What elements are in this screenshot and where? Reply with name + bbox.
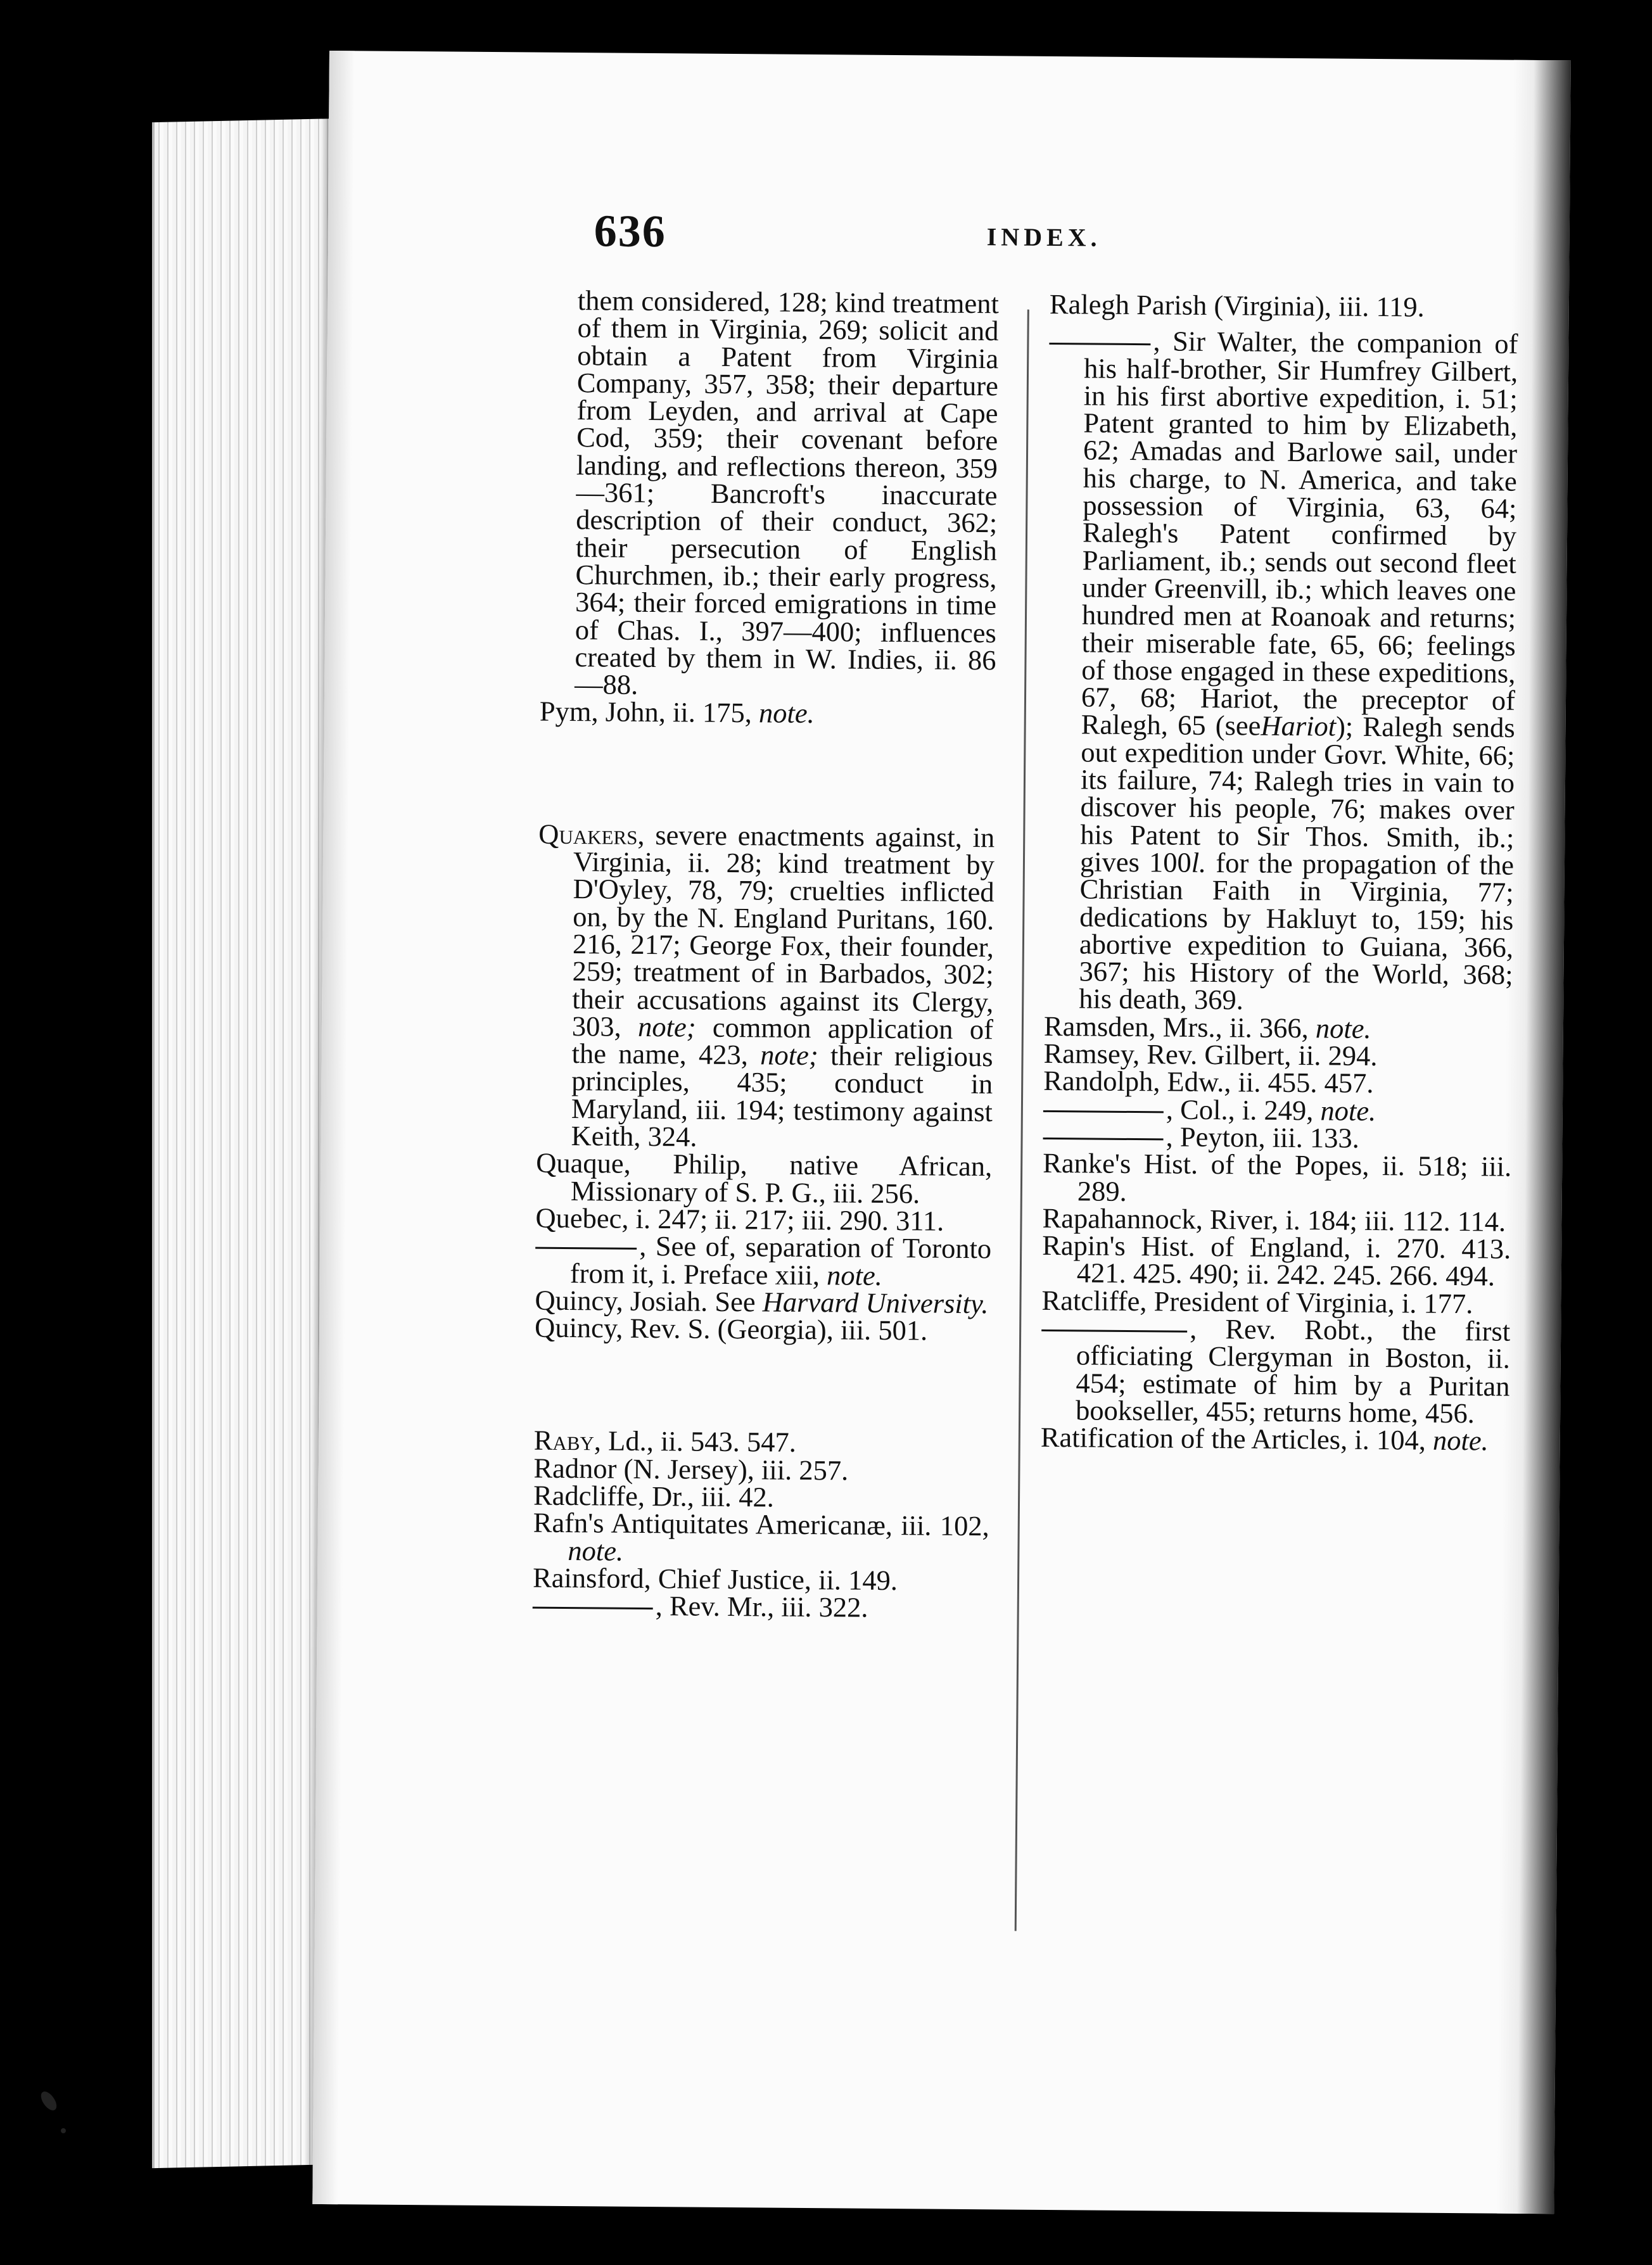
letter-gap-q [538, 725, 995, 824]
entry-note: note. [1320, 1094, 1376, 1127]
ditto-dash [533, 1607, 653, 1609]
ditto-dash [1049, 343, 1150, 345]
entry-text: their religious principles, 435; conduct in Maryland, iii. 194; testimony against Keith, 324. [571, 1039, 993, 1153]
entry-note: note. [1432, 1424, 1489, 1457]
index-entry-sir-walter [1044, 327, 1518, 1016]
entry-text: Ramsden, Mrs., ii. 366, [1043, 1010, 1309, 1044]
entry-text: ); Ralegh sends out expedition under Govr. White, 66; its failure, 74; Ralegh tries in vain to discover his people, 76; makes over his Patent to Sir Thos. Smith, ib.; gives 100 [1079, 710, 1515, 879]
letter-gap-r [534, 1342, 991, 1431]
column-divider [1015, 310, 1029, 1931]
entry-text: Rafn's Antiquitates Americanæ, iii. 102, [533, 1506, 989, 1542]
entry-note: note. [1315, 1012, 1371, 1044]
index-column-left [532, 284, 1000, 1623]
entry-cross-ref: Harvard University. [762, 1286, 989, 1320]
ditto-dash [1041, 1329, 1187, 1333]
ditto-dash [535, 1247, 637, 1250]
index-entry-rainsford-rev [533, 1592, 989, 1623]
entry-note: note. [568, 1534, 624, 1567]
index-entry-pilgrims-continued: them considered, 128; kind treatment of them in Virginia, 269; solicit and obtain a Patent from Virginia Company, 357, 358; their departure from Leyden, and arrival at Cape Cod, 359; their covenant before landing, and reflections thereon, 359—361; Bancroft's inaccurate description of their conduct, 362; their persecution of English Churchmen, ib.; their early progress, 364; their forced emigrations in time of Chas. I., 397—400; influences created by them in W. Indies, ii. 86—88. [574, 284, 1000, 701]
entry-text: , Rev. Robt., the first officiating Clergyman in Boston, ii. 454; estimate of him by a Puritan bookseller, 455; returns home, 456. [1075, 1312, 1511, 1430]
entry-note: note; [760, 1039, 818, 1072]
entry-note: note. [826, 1259, 883, 1291]
scan-speck [61, 2128, 66, 2133]
entry-note: note. [758, 697, 815, 730]
entry-cross-ref: Hariot [1261, 710, 1337, 742]
index-entry-rafn [533, 1506, 989, 1568]
page-number: 636 [594, 205, 667, 257]
index-column-right [1040, 288, 1518, 1457]
index-entry-quincy-rev: Quincy, Rev. S. (Georgia), iii. 501. [534, 1311, 928, 1347]
index-entry-rapin: Rapin's Hist. of England, i. 270. 413. 421. 425. 490; ii. 242. 245. 266. 494. [1042, 1229, 1511, 1292]
index-entry-quebec: Quebec, i. 247; ii. 217; iii. 290. 311. [535, 1202, 944, 1237]
entry-text: , Sir Walter, the companion of his half-brother, Sir Humfrey Gilbert, in his first abortive expedition, i. 51; Patent granted to him by Elizabeth, 62; Amadas and Barlowe sail, under his charge, to N. America, and take possession of Virginia, 63, 64; Ralegh's Patent confirmed by Parliament, ib.; sends out second fleet under Greenvill, ib.; which leaves one hundred men at Roanoak and returns; their miserable fate, 65, 66; feelings of those engaged in these expeditions, 67, 68; Hariot, the preceptor of Ralegh, 65 (see [1081, 325, 1518, 742]
index-entry-radnor: Radnor (N. Jersey), iii. 257. [533, 1452, 849, 1487]
page-header-title: INDEX. [986, 222, 1102, 252]
entry-text: for the propagation of the Christian Faith in Virginia, 77; dedications by Hakluyt to, 159; his abortive expedition to Guiana, 366, 367; his History of the World, 368; his death, 369. [1079, 846, 1515, 1016]
index-entry-ratcliffe-rev [1041, 1314, 1510, 1428]
index-entry-radcliffe: Radcliffe, Dr., iii. 42. [533, 1479, 775, 1513]
index-entry-ralegh-parish: Ralegh Parish (Virginia), iii. 119. [1049, 288, 1425, 323]
index-entry-ratification [1040, 1421, 1509, 1457]
scan-speck [38, 2089, 60, 2113]
index-entry-quebec-see [535, 1232, 992, 1290]
index-entry-ratcliffe: Ratcliffe, President of Virginia, i. 177. [1041, 1284, 1473, 1319]
entry-head: Quakers, [538, 818, 645, 851]
index-entry-quaque: Quaque, Philip, native African, Missionary of S. P. G., iii. 256. [536, 1146, 993, 1209]
entry-text: , See of, separation of Toronto from it, i. Preface xiii, [569, 1230, 992, 1291]
ditto-dash [1043, 1138, 1164, 1140]
entry-text: , Peyton, iii. 133. [1166, 1120, 1360, 1154]
entry-unit: l. [1191, 846, 1207, 879]
index-entry-randolph: Randolph, Edw., ii. 455. 457. [1043, 1065, 1374, 1100]
index-entry-pym [539, 695, 996, 730]
book-page [312, 51, 1571, 2214]
entry-text: , Rev. Mr., iii. 322. [655, 1590, 868, 1623]
entry-text: common application of the name, 423, [571, 1011, 994, 1071]
entry-text: , Col., i. 249, [1166, 1093, 1314, 1126]
index-entry-rapahannock: Rapahannock, River, i. 184; iii. 112. 114. [1042, 1202, 1506, 1238]
entry-text: Pym, John, ii. 175, [539, 695, 753, 729]
entry-note: note; [637, 1010, 696, 1043]
entry-text: Ld., ii. 543. 547. [607, 1424, 797, 1459]
index-entry-rainsford: Rainsford, Chief Justice, ii. 149. [532, 1561, 898, 1596]
entry-text: Quincy, Josiah. See [535, 1284, 756, 1318]
index-entry-ramsey: Ramsey, Rev. Gilbert, ii. 294. [1043, 1037, 1378, 1072]
index-entry-ranke: Ranke's Hist. of the Popes, ii. 518; iii. 289. [1043, 1147, 1512, 1207]
index-entry-quakers [536, 820, 994, 1153]
entry-text: severe enactments against, in Virginia, ii. 28; kind treatment by D'Oyley, 78, 79; cruelties inflicted on, by the N. England Puritans, 160. 216, 217; George Fox, their founder, 259; treatment of in Barbados, 302; their accusations against its Clergy, 303, [571, 818, 995, 1043]
ditto-dash [1043, 1110, 1164, 1113]
entry-text: Ratification of the Articles, i. 104, [1040, 1421, 1426, 1456]
entry-head: Raby, [533, 1424, 602, 1457]
